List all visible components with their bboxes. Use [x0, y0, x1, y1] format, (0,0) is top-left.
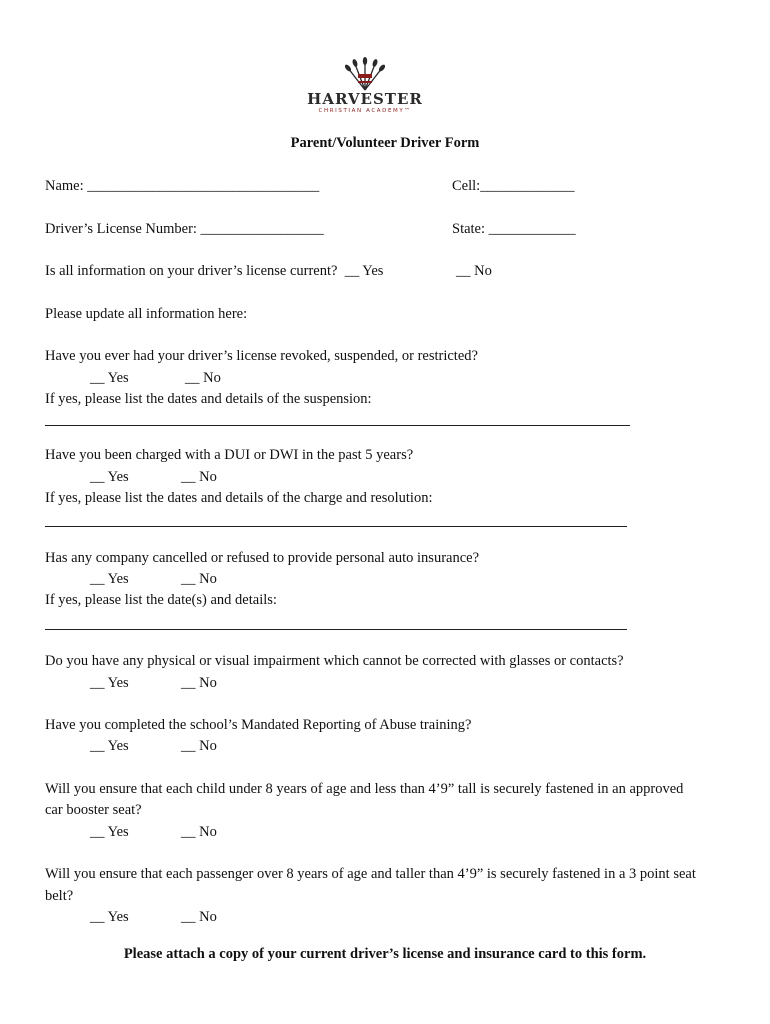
state-field[interactable]: State: ____________ [452, 221, 576, 237]
impairment-question: Do you have any physical or visual impairment which cannot be corrected with glasses or contacts? [45, 653, 624, 669]
booster-no[interactable]: __ No [181, 824, 217, 840]
school-logo [300, 56, 430, 118]
wheat-sheaf-icon [300, 56, 430, 92]
form-title: Parent/Volunteer Driver Form [290, 135, 480, 151]
insurance-question: Has any company cancelled or refused to provide personal auto insurance? [45, 550, 480, 566]
insurance-details-label: If yes, please list the date(s) and details: [45, 592, 277, 608]
revoked-yes[interactable]: __ Yes [90, 370, 129, 386]
license-current-question[interactable]: Is all information on your driver’s license current? __ Yes [45, 263, 384, 279]
booster-question-line1: Will you ensure that each child under 8 years of age and less than 4’9” tall is securely fastened in an approved [45, 781, 684, 797]
dui-details-label: If yes, please list the dates and details of the charge and resolution: [45, 490, 433, 506]
insurance-yes[interactable]: __ Yes [90, 571, 129, 587]
attach-documents-note: Please attach a copy of your current driver’s license and insurance card to this form. [123, 946, 647, 962]
insurance-details-line[interactable] [45, 629, 627, 630]
seatbelt-yes[interactable]: __ Yes [90, 909, 129, 925]
dui-yes[interactable]: __ Yes [90, 469, 129, 485]
license-number-field[interactable]: Driver’s License Number: _________________ [45, 221, 324, 237]
logo-name: HARVESTER [307, 90, 423, 108]
booster-question-line2: car booster seat? [45, 802, 142, 818]
seatbelt-question-line2: belt? [45, 888, 74, 904]
seatbelt-no[interactable]: __ No [181, 909, 217, 925]
cell-field[interactable]: Cell:_____________ [452, 178, 575, 194]
seatbelt-question-line1: Will you ensure that each passenger over 8 years of age and taller than 4’9” is securely fastened in a 3 point seat [45, 866, 696, 882]
training-question: Have you completed the school’s Mandated Reporting of Abuse training? [45, 717, 472, 733]
name-field[interactable]: Name: ________________________________ [45, 178, 320, 194]
impairment-yes[interactable]: __ Yes [90, 675, 129, 691]
revoked-details-line[interactable] [45, 425, 630, 426]
dui-no[interactable]: __ No [181, 469, 217, 485]
revoked-details-label: If yes, please list the dates and details of the suspension: [45, 391, 372, 407]
insurance-no[interactable]: __ No [181, 571, 217, 587]
dui-question: Have you been charged with a DUI or DWI in the past 5 years? [45, 447, 414, 463]
revoked-no[interactable]: __ No [185, 370, 221, 386]
booster-yes[interactable]: __ Yes [90, 824, 129, 840]
training-no[interactable]: __ No [181, 738, 217, 754]
impairment-no[interactable]: __ No [181, 675, 217, 691]
dui-details-line[interactable] [45, 526, 627, 527]
logo-subtitle: CHRISTIAN ACADEMY™ [318, 108, 412, 114]
training-yes[interactable]: __ Yes [90, 738, 129, 754]
license-current-no[interactable]: __ No [456, 263, 492, 279]
revoked-question: Have you ever had your driver’s license revoked, suspended, or restricted? [45, 348, 478, 364]
update-info-label[interactable]: Please update all information here: [45, 306, 248, 322]
